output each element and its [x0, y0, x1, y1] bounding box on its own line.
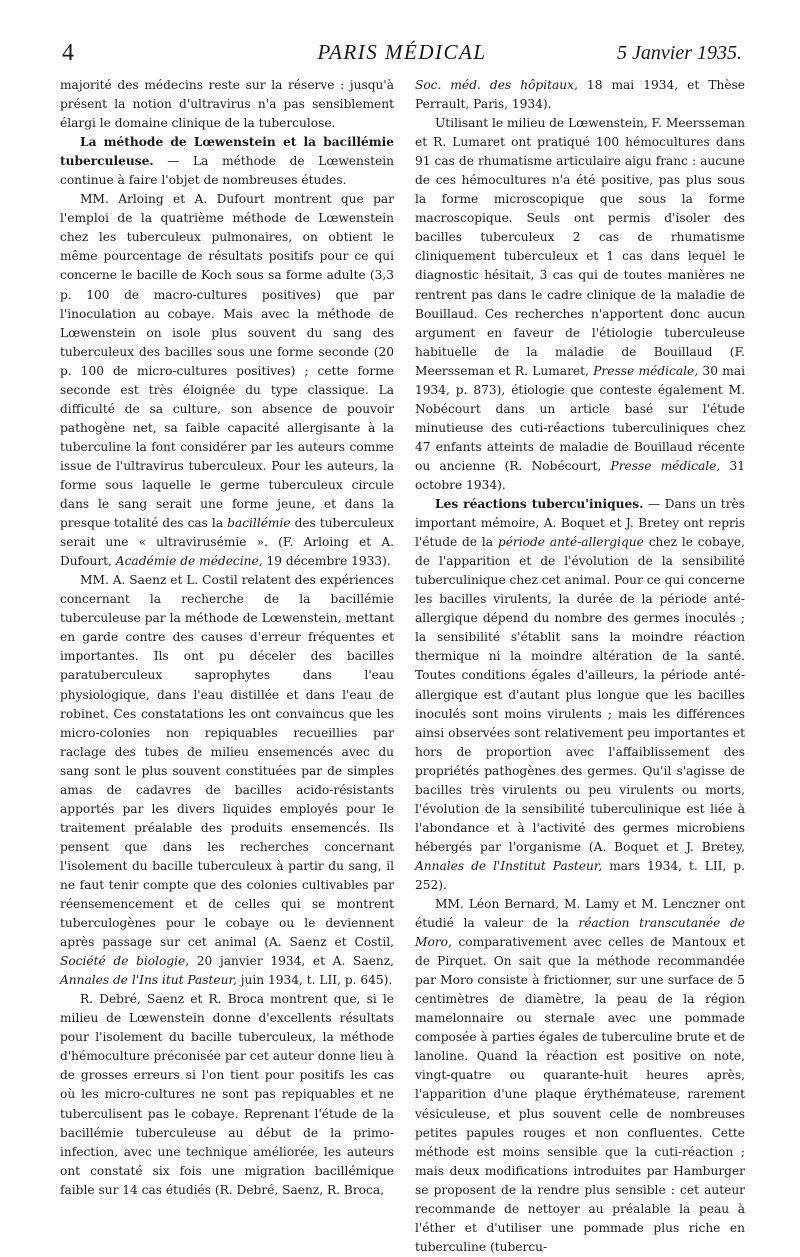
paragraph: [60, 571, 394, 990]
paragraph-text: — La méthode de Lœwenstein continue à faire l'objet de nombreuses études.: [60, 154, 394, 188]
paragraph-text: 20 janvier 1934, et A. Saenz,: [189, 954, 394, 969]
journal-title: PARIS MÉDICAL: [317, 40, 487, 64]
right-column: [415, 76, 745, 1257]
citation-source: Presse médicale,: [610, 458, 721, 473]
paragraph-text: MM. Arloing et A. Dufourt montrent que par l'emploi de la quatrième méthode de Lœwenstein chez les tuberculeux pulmonaires, on obtient le même pourcentage de résultats positifs pour ce qui concerne le bacille de Koch sous sa forme adulte (3,3 p. 100 de macro-cultures positives) que par l'inoculation au cobaye. Mais avec la méthode de Lœwenstein on isole plus souvent du sang des tuberculeux des bacilles sous une forme seconde (20 p. 100 de micro-cultures positives) ; cette forme seconde est très éloignée du type classique. La difficulté de sa culture, son absence de pouvoir pathogène net, sa faible capacité allergisante à la tuberculine la font considérer par les auteurs comme issue de l'ultravirus tuberculeux. Pour les auteurs, la forme sous laquelle le germe tuberculeux circule dans le sang serait une forme jeune, et dans la presque totalité des cas la: [60, 192, 394, 531]
italic-term: période anté-allergique: [497, 535, 644, 550]
italic-term: bacillémie: [227, 516, 291, 531]
citation-source: Annales de l'Institut Pasteur,: [415, 858, 603, 873]
citation-source: Presse médicale,: [593, 363, 699, 378]
section-heading: Les réactions tubercu'iniques.: [435, 497, 644, 512]
paragraph-text: MM. Léon Bernard, M. Lamy et M. Lenczner ont étudié la valeur de la: [415, 897, 745, 931]
paragraph-text: chez le cobaye, de l'apparition et de l'évolution de la sensibilité tuberculinique chez cet animal. Pour ce qui concerne les bacilles virulents, la durée de la période anté-allergique dépend du nombre des germes inoculés ; la sensibilité s'établit sans la moindre réaction thermique ni la moindre altération de la santé. Toutes conditions égales d'ailleurs, la période anté-allergique est d'autant plus longue que les bacilles inoculés sont moins virulents ; mais les différences ainsi observées sont relativement peu importantes et hors de proportion avec l'affaiblissement des propriétés pathogènes des germes. Qu'il s'agisse de bacilles très virulents ou peu virulents ou morts, l'évolution de la sensibilité tuberculinique est liée à l'abondance et à l'activité des germes microbiens hébergés par l'organisme (A. Boquet et J. Bretey,: [415, 535, 745, 854]
section-heading: La méthode de Lœwenstein et la bacillémie tuberculeuse.: [60, 135, 394, 169]
issue-date: 5 Janvier 1935.: [617, 42, 742, 64]
paragraph-text: 19 décembre 1933).: [262, 554, 391, 569]
section-paragraph: [415, 495, 745, 895]
citation-source: Académie de médecine,: [115, 554, 263, 569]
page-number: 4: [62, 40, 74, 66]
citation-source: Annales de l'Ins itut Pasteur,: [60, 973, 237, 988]
paragraph: [60, 190, 394, 571]
paragraph-text: 30 mai 1934, p. 873), étiologie que conteste également M. Nobécourt dans un article basé sur l'étude minutieuse des cuti-réactions tuberculiniques chez 47 enfants atteints de maladie de Bouillaud récente ou ancienne (R. Nobécourt,: [415, 363, 746, 473]
paragraph-text: des tuberculeux serait une « ultravirusémie ». (F. Arloing et A. Dufourt,: [60, 516, 394, 569]
paragraph-text: Utilisant le milieu de Lœwenstein, F. Meersseman et R. Lumaret ont pratiqué 100 hémocultures dans 91 cas de rhumatisme articulaire aigu franc : aucune de ces hémocultures n'a été positive, pas plus sous la forme microscopique que sous la forme macroscopique. Seuls ont permis d'isoler des bacilles tuberculeux 2 cas de rhumatisme cliniquement tuberculeux et 1 cas dans lequel le diagnostic hésitait, 3 cas qui de toutes manières ne rentrent pas dans le cadre clinique de la maladie de Bouillaud. Ces recherches n'apportent donc aucun argument en faveur de l'étiologie tuberculeuse habituelle de la maladie de Bouillaud (F. Meersseman et R. Lumaret,: [415, 116, 745, 378]
left-column: [60, 76, 394, 1200]
paragraph-text: 18 mai 1934, et Thèse Perrault, Paris, 1934).: [415, 78, 745, 112]
paragraph-text: comparativement avec celles de Mantoux et de Pirquet. On sait que la méthode recommandée par Moro consiste à frictionner, sur une surface de 5 centimètres de diamètre, la peau de la région mamelonnaire ou sternale avec une pommade composée à parties égales de tuberculine brute et de lanoline. Quand la réaction est positive on note, vingt-quatre ou quarante-huit heures après, l'apparition d'une plaque érythémateuse, rarement vésiculeuse, et plus souvent celle de nombreuses petites papules rouges et non confluentes. Cette méthode est moins sensible que la cuti-réaction ; mais deux modifications introduites par Hamburger se proposent de la rendre plus sensible : cet auteur recommande de nettoyer au préalable la peau à l'éther et d'utiliser une pommade plus riche en tuberculine (tubercu-: [415, 935, 745, 1254]
section-paragraph: [60, 133, 394, 190]
citation-source: Société de biologie,: [60, 954, 190, 969]
paragraph-text: juin 1934, t. LII, p. 645).: [236, 973, 393, 988]
paragraph-text: mars 1934, t. LII, p. 252).: [415, 858, 745, 892]
page-header: [62, 40, 742, 74]
paragraph-text: 31 octobre 1934).: [415, 458, 746, 492]
italic-term: réaction transcutanée de Moro,: [415, 916, 745, 950]
paragraph: R. Debré, Saenz et R. Broca montrent que, si le milieu de Lœwenstein donne d'excellents résultats pour l'isolement du bacille tuberculeux, la méthode d'hémoculture préconisée par cet auteur donne lieu à de grosses erreurs si l'on tient pour positifs les cas où les micro-cultures ne sont pas repiquables et ne tuberculisent pas le cobaye. Reprenant l'étude de la bacillémie tuberculeuse au début de la primo-infection, avec une technique améliorée, les auteurs ont constaté six fois une migration bacillémique faible sur 14 cas étudiés (R. Debré, Saenz, R. Broca,: [60, 992, 394, 1197]
paragraph: [415, 114, 745, 495]
paragraph: [415, 895, 745, 1257]
citation-source: Soc. méd. des hôpitaux,: [415, 78, 578, 92]
paragraph-text: — Dans un très important mémoire, A. Boquet et J. Bretey ont repris l'étude de la: [415, 497, 746, 550]
paragraph: majorité des médecins reste sur la réserve : jusqu'à présent la notion d'ultravirus n'a pas sensiblement élargi le domaine clinique de la tuberculose.: [60, 78, 394, 131]
paragraph: [415, 76, 745, 114]
paragraph-text: MM. A. Saenz et L. Costil relatent des expériences concernant la recherche de la bacillémie tuberculeuse par la méthode de Lœwenstein, mettant en garde contre des causes d'erreur fréquentes et importantes. Ils ont pu déceler des bacilles paratuberculeux saprophytes dans l'eau physiologique, dans l'eau distillée et dans l'eau de robinet. Ces constatations les ont convaincus que les micro-colonies non repiquables recueillies par raclage des tubes de milieu ensemencés avec du sang sont le plus souvent constituées par de simples amas de cadavres de bacilles acido-résistants apportés par les divers liquides employés pour le traitement préalable des produits ensemencés. Ils pensent que dans les recherches concernant l'isolement du bacille tuberculeux à partir du sang, il ne faut tenir compte que des colonies cultivables par réensemencement et de celles qui se montrent tuberculogènes pour le cobaye ou le deviennent après passage sur cet animal (A. Saenz et Costil,: [60, 573, 394, 950]
